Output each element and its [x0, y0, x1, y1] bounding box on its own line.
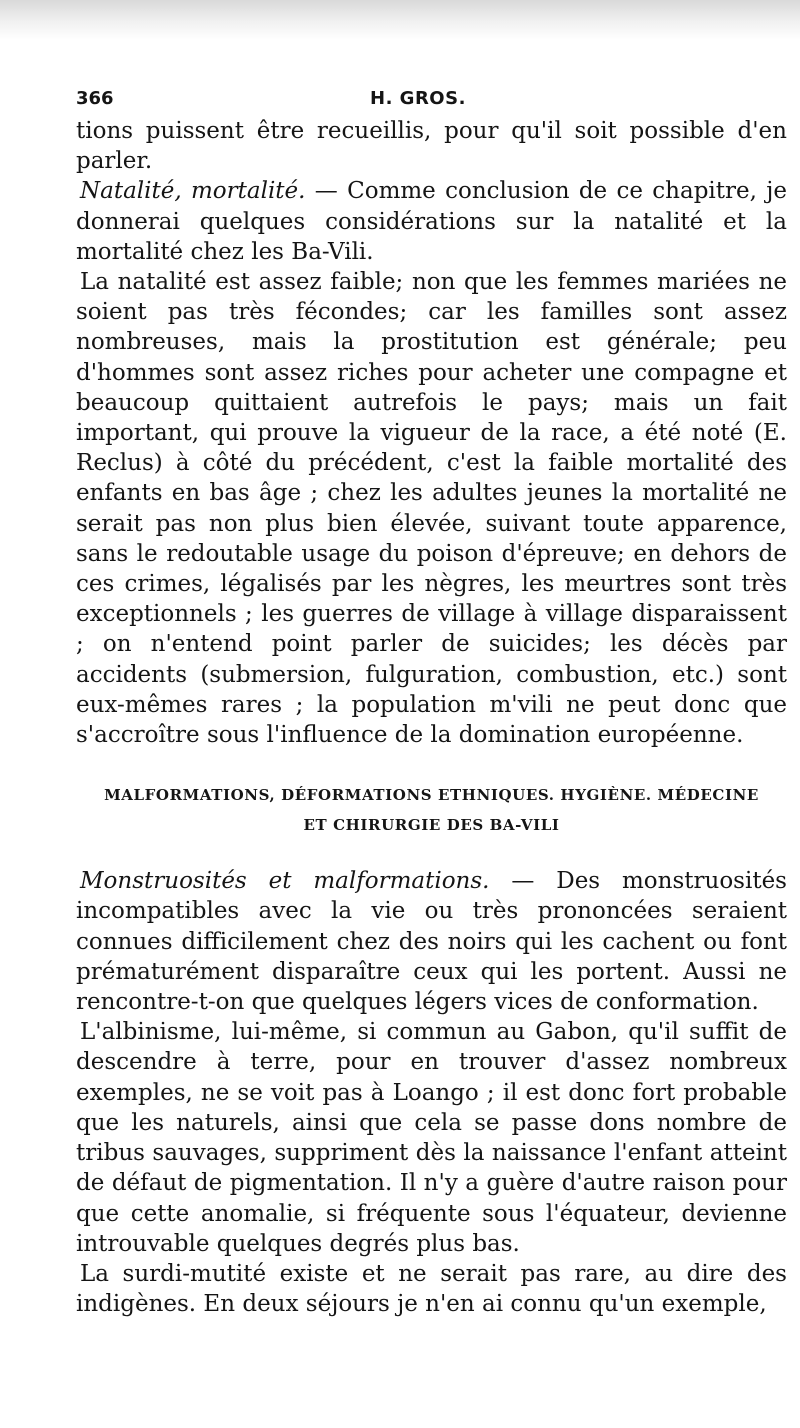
paragraph-continued	[76, 116, 787, 176]
section-heading-line-2: ET CHIRURGIE DES BA-VILI	[303, 816, 560, 835]
paragraph-text: — Comme conclusion de ce chapitre, je donnerai quelques considérations sur la natalité et la mortalité chez les Ba-Vili.	[76, 178, 788, 265]
section-heading	[76, 780, 787, 840]
paragraph-text: La natalité est assez faible; non que les femmes mariées ne soient pas très fécondes; car les familles sont assez nombreuses, mais la prostitution est générale; peu d'hommes sont assez riches pour acheter une compagne et beaucoup quittaient autrefois le pays; mais un fait important, qui prouve la vigueur de la race, a été noté (E. Reclus) à côté du précédent, c'est la faible mortalité des enfants en bas âge ; chez les adultes jeunes la mortalité ne serait pas non plus bien élevée, suivant toute apparence, sans le redoutable usage du poison d'épreuve; en dehors de ces crimes, légalisés par les nègres, les meurtres sont très exceptionnels ; les guerres de village à village disparaissent ; on n'entend point parler de suicides; les décès par accidents (submersion, fulguration, combustion, etc.) sont eux-mêmes rares ; la population m'vili ne peut donc que s'accroître sous l'influence de la domination européenne.	[76, 269, 787, 749]
running-title: H. GROS.	[370, 88, 466, 109]
paragraph-surdi-mutite	[76, 1259, 787, 1319]
paragraph-albinisme	[76, 1017, 787, 1259]
paragraph-natalite-details	[76, 267, 787, 750]
paragraph-lead-title: Monstruosités et malformations.	[80, 868, 490, 895]
paragraph-text: La surdi-mutité existe et ne serait pas rare, au dire des indigènes. En deux séjours je n'en ai connu qu'un exemple,	[76, 1260, 787, 1318]
running-header	[76, 84, 787, 116]
section-heading-line-1: MALFORMATIONS, DÉFORMATIONS ETHNIQUES. HYGIÈNE. MÉDECINE	[104, 786, 759, 805]
paragraph-lead-title: Natalité, mortalité.	[80, 178, 306, 205]
paragraph-natalite	[76, 176, 787, 267]
paragraph-text: — Des monstruosités incompatibles avec la vie ou très prononcées seraient connues difficilement chez des noirs qui les cachent ou font prématurément disparaître ceux qui les portent. Aussi ne rencontre-t-on que quelques légers vices de conformation.	[76, 868, 787, 1016]
book-page	[76, 84, 787, 1319]
paragraph-text: L'albinisme, lui-même, si commun au Gabon, qu'il suffit de descendre à terre, pour en trouver d'assez nombreux exemples, ne se voit pas à Loango ; il est donc fort probable que les naturels, ainsi que cela se passe dons nombre de tribus sauvages, suppriment dès la naissance l'enfant atteint de défaut de pigmentation. Il n'y a guère d'autre raison pour que cette anomalie, si fréquente sous l'équateur, devienne introuvable quelques degrés plus bas.	[76, 1019, 787, 1257]
paragraph-monstruosites	[76, 866, 787, 1017]
scan-top-edge	[0, 0, 800, 40]
page-number: 366	[76, 88, 114, 109]
paragraph-text: tions puissent être recueillis, pour qu'il soit possible d'en parler.	[76, 118, 787, 175]
